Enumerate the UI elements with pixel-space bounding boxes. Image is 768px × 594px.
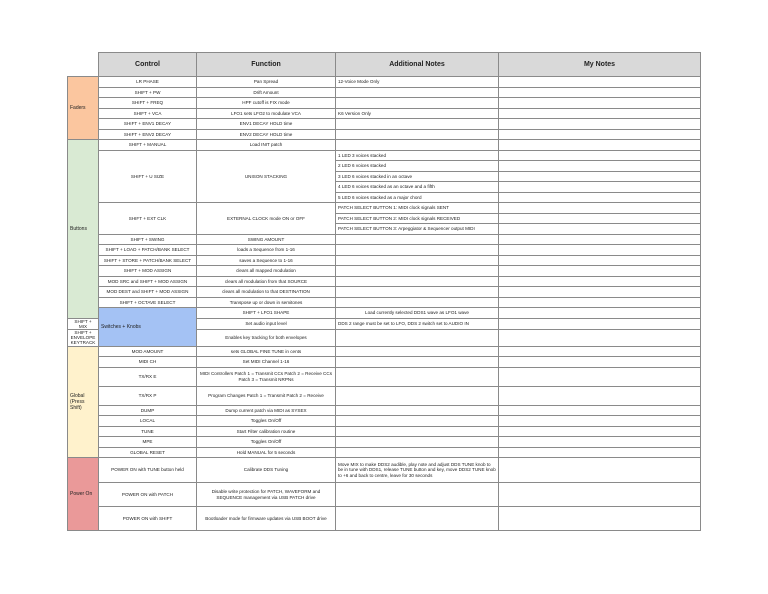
note-cell	[336, 140, 499, 151]
control-cell: SHIFT + MOD ASSIGN	[99, 266, 197, 277]
control-header: Control	[99, 53, 197, 77]
function-cell: Load INIT patch	[197, 140, 336, 151]
my-notes-cell[interactable]	[499, 266, 701, 277]
table-row	[68, 276, 701, 287]
function-cell: Drift Amount	[197, 87, 336, 98]
my-notes-cell[interactable]	[499, 405, 701, 416]
table-row	[68, 98, 701, 109]
function-cell: Bootloader mode for firmware updates via USB BOOT drive	[197, 507, 336, 531]
note-cell: 3 LED 6 voices stacked in an octave	[336, 171, 499, 182]
note-cell	[336, 276, 499, 287]
function-cell: sets GLOBAL FINE TUNE in cents	[197, 346, 336, 357]
note-cell	[336, 266, 499, 277]
my-notes-cell[interactable]	[499, 87, 701, 98]
note-cell: 5 LED 6 voices stacked as a major chord	[336, 192, 499, 203]
note-cell: 4 LED 6 voices stacked as an octave and a fifth	[336, 182, 499, 193]
function-cell: Set audio input level	[197, 318, 336, 329]
my-notes-cell[interactable]	[499, 203, 701, 214]
control-cell: MOD DEST and SHIFT + MOD ASSIGN	[99, 287, 197, 298]
control-cell: SHIFT + STORE + PATCH/BANK SELECT	[99, 255, 197, 266]
note-cell	[336, 287, 499, 298]
function-cell: Enables key tracking for both envelopes	[197, 329, 336, 346]
table-row	[68, 367, 701, 386]
my-notes-cell[interactable]	[499, 150, 701, 161]
my-notes-cell[interactable]	[499, 483, 701, 507]
function-cell: HPF cutoff is FIX mode	[197, 98, 336, 109]
function-cell: Program Changes Patch 1 = Transmit Patch 2 = Receive	[197, 386, 336, 405]
my-notes-cell[interactable]	[499, 234, 701, 245]
table-row	[68, 416, 701, 427]
function-cell: Toggles On/Off	[197, 437, 336, 448]
my-notes-cell[interactable]	[499, 129, 701, 140]
table-row	[68, 346, 701, 357]
note-cell: 2 LED 6 voices stacked	[336, 161, 499, 172]
control-cell: POWER ON with TUNE button held	[99, 458, 197, 483]
note-cell	[336, 297, 499, 308]
note-cell	[336, 346, 499, 357]
note-cell	[336, 416, 499, 427]
note-cell	[499, 308, 701, 319]
note-cell: PATCH SELECT BUTTON 2: MIDI clock signals RECEIVED	[336, 213, 499, 224]
my-notes-cell[interactable]	[499, 437, 701, 448]
note-cell: PATCH SELECT BUTTON 1: MIDI clock signals SENT	[336, 203, 499, 214]
control-cell: LR PHASE	[99, 77, 197, 88]
my-notes-cell[interactable]	[499, 287, 701, 298]
note-cell	[336, 234, 499, 245]
function-cell: Toggles On/Off	[197, 416, 336, 427]
my-notes-cell[interactable]	[499, 426, 701, 437]
control-cell: TX/RX P	[99, 386, 197, 405]
control-cell: SHIFT + U SIZE	[99, 150, 197, 203]
control-cell: MPE	[99, 437, 197, 448]
control-cell: SHIFT + MIX	[68, 318, 99, 329]
group-global: Global (Press Shift)	[68, 346, 99, 458]
control-cell: SHIFT + OCTAVE SELECT	[99, 297, 197, 308]
my-notes-cell[interactable]	[499, 192, 701, 203]
my-notes-cell[interactable]	[499, 182, 701, 193]
my-notes-cell[interactable]	[499, 98, 701, 109]
table-row	[68, 87, 701, 98]
control-cell: SHIFT + FREQ	[99, 98, 197, 109]
function-cell: MIDI Controllers Patch 1 = Transmit CCs Patch 2 = Receive CCs Patch 3 = Transmit NRPNs	[197, 367, 336, 386]
table-row	[68, 108, 701, 119]
control-cell: SHIFT + ENV2 DECAY	[99, 129, 197, 140]
function-cell: Dump current patch via MIDI as SYSEX	[197, 405, 336, 416]
function-cell: saves a Sequence to 1-16	[197, 255, 336, 266]
control-cell: SHIFT + ENV1 DECAY	[99, 119, 197, 130]
note-cell	[336, 98, 499, 109]
table-row	[68, 357, 701, 368]
control-cell: TX/RX E	[99, 367, 197, 386]
my-notes-header: My Notes	[499, 53, 701, 77]
function-cell: Transpose up or down in semitones	[197, 297, 336, 308]
function-cell: Set MIDI Channel 1-16	[197, 357, 336, 368]
control-cell: SHIFT + VCA	[99, 108, 197, 119]
group-faders: Faders	[68, 77, 99, 140]
table-row	[68, 203, 701, 214]
my-notes-cell[interactable]	[499, 108, 701, 119]
table-row	[68, 150, 701, 161]
function-cell: EXTERNAL CLOCK mode ON or OFF	[197, 203, 336, 235]
function-cell: Pan Spread	[197, 77, 336, 88]
my-notes-cell[interactable]	[499, 119, 701, 130]
my-notes-cell[interactable]	[499, 297, 701, 308]
note-cell: 12-Voice Mode Only	[336, 77, 499, 88]
controls-table	[67, 52, 701, 531]
my-notes-cell[interactable]	[499, 416, 701, 427]
my-notes-cell[interactable]	[499, 276, 701, 287]
function-cell: loads a Sequence from 1-16	[197, 245, 336, 256]
control-cell: SHIFT + MANUAL	[99, 140, 197, 151]
my-notes-cell[interactable]	[499, 386, 701, 405]
table-row	[68, 386, 701, 405]
my-notes-cell[interactable]	[499, 367, 701, 386]
note-cell	[336, 426, 499, 437]
note-cell	[336, 447, 499, 458]
control-cell: MOD SRC and SHIFT + MOD ASSIGN	[99, 276, 197, 287]
my-notes-cell[interactable]	[499, 213, 701, 224]
table-row	[68, 77, 701, 88]
control-cell: POWER ON with PATCH	[99, 483, 197, 507]
my-notes-cell[interactable]	[499, 171, 701, 182]
function-cell: SWING AMOUNT	[197, 234, 336, 245]
control-cell: SHIFT + LFO1 SHAPE	[197, 308, 336, 319]
note-cell: K6 Version Only	[336, 108, 499, 119]
note-cell	[336, 507, 499, 531]
note-cell	[336, 405, 499, 416]
table-row	[68, 405, 701, 416]
my-notes-cell[interactable]	[499, 447, 701, 458]
note-cell	[336, 483, 499, 507]
table-row	[68, 507, 701, 531]
note-cell	[336, 245, 499, 256]
note-cell	[336, 87, 499, 98]
table-row	[68, 234, 701, 245]
note-cell	[336, 119, 499, 130]
note-cell: PATCH SELECT BUTTON 3: Arpeggiator & Sequencer output MIDI	[336, 224, 499, 235]
my-notes-cell[interactable]	[499, 161, 701, 172]
group-power-on: Power On	[68, 458, 99, 531]
note-cell: Move MIX to make DDS2 audible, play note and adjust DDS TUNE knob to be in tune with DDS1, release TUNE button and key, move DDS2 TUNE knob to +6 and back to centre, leave for 30 seconds	[336, 458, 499, 483]
my-notes-cell[interactable]	[499, 224, 701, 235]
note-cell	[336, 329, 499, 346]
note-cell: 1 LED 3 voices stacked	[336, 150, 499, 161]
my-notes-cell[interactable]	[499, 77, 701, 88]
control-cell: TUNE	[99, 426, 197, 437]
my-notes-cell[interactable]	[499, 255, 701, 266]
control-cell: POWER ON with SHIFT	[99, 507, 197, 531]
table-row	[68, 255, 701, 266]
my-notes-cell[interactable]	[499, 140, 701, 151]
control-cell: SHIFT + SWING	[99, 234, 197, 245]
my-notes-cell[interactable]	[499, 245, 701, 256]
table-row	[68, 245, 701, 256]
control-cell: GLOBAL RESET	[99, 447, 197, 458]
control-cell: SHIFT + ENVELOPE KEYTRACK	[68, 329, 99, 346]
table-row	[68, 426, 701, 437]
function-cell: clears all modulation from that SOURCE	[197, 276, 336, 287]
table-row	[68, 129, 701, 140]
note-cell: DDS 2 range must be set to LFO, DDS 2 switch set to AUDIO IN	[336, 318, 499, 329]
table-row	[68, 119, 701, 130]
function-cell: clears all mapped modulation	[197, 266, 336, 277]
table-row	[68, 437, 701, 448]
function-cell: ENV2 DECAY HOLD time	[197, 129, 336, 140]
header-row	[68, 53, 701, 77]
note-cell	[336, 367, 499, 386]
my-notes-cell[interactable]	[499, 507, 701, 531]
group-switches-knobs: Switches + Knobs	[99, 308, 197, 347]
function-cell: UNISON STACKING	[197, 150, 336, 203]
control-cell: DUMP	[99, 405, 197, 416]
control-cell: LOCAL	[99, 416, 197, 427]
control-cell: SHIFT + PW	[99, 87, 197, 98]
table-row	[68, 266, 701, 277]
my-notes-cell[interactable]	[499, 357, 701, 368]
function-cell: LFO1 sets LFO2 to modulate VCA	[197, 108, 336, 119]
group-buttons: Buttons	[68, 140, 99, 319]
table-row	[68, 447, 701, 458]
control-cell: MIDI CH	[99, 357, 197, 368]
table-row	[68, 308, 701, 319]
control-cell: MOD AMOUNT	[99, 346, 197, 357]
table-row	[68, 458, 701, 483]
function-cell: Hold MANUAL for 5 seconds	[197, 447, 336, 458]
note-cell	[336, 255, 499, 266]
note-cell	[336, 357, 499, 368]
function-cell: clears all modulation to that DESTINATION	[197, 287, 336, 298]
function-cell: Load currently selected DDS1 wave as LFO1 wave	[336, 308, 499, 319]
my-notes-cell[interactable]	[499, 346, 701, 357]
function-cell: ENV1 DECAY HOLD time	[197, 119, 336, 130]
function-header: Function	[197, 53, 336, 77]
function-cell: Calibrate DDS Tuning	[197, 458, 336, 483]
note-cell	[336, 437, 499, 448]
my-notes-cell[interactable]	[499, 458, 701, 483]
function-cell: Disable write protection for PATCH, WAVEFORM and SEQUENCE management via USB PATCH drive	[197, 483, 336, 507]
table-row	[68, 140, 701, 151]
table-row	[68, 483, 701, 507]
table-row	[68, 287, 701, 298]
control-cell: SHIFT + LOAD + PATCH/BANK SELECT	[99, 245, 197, 256]
note-cell	[336, 386, 499, 405]
table-row	[68, 297, 701, 308]
my-notes-cell[interactable]	[499, 329, 701, 346]
additional-notes-header: Additional Notes	[336, 53, 499, 77]
my-notes-cell[interactable]	[499, 318, 701, 329]
note-cell	[336, 129, 499, 140]
control-cell: SHIFT + EXT CLK	[99, 203, 197, 235]
function-cell: Start Filter calibration routine	[197, 426, 336, 437]
